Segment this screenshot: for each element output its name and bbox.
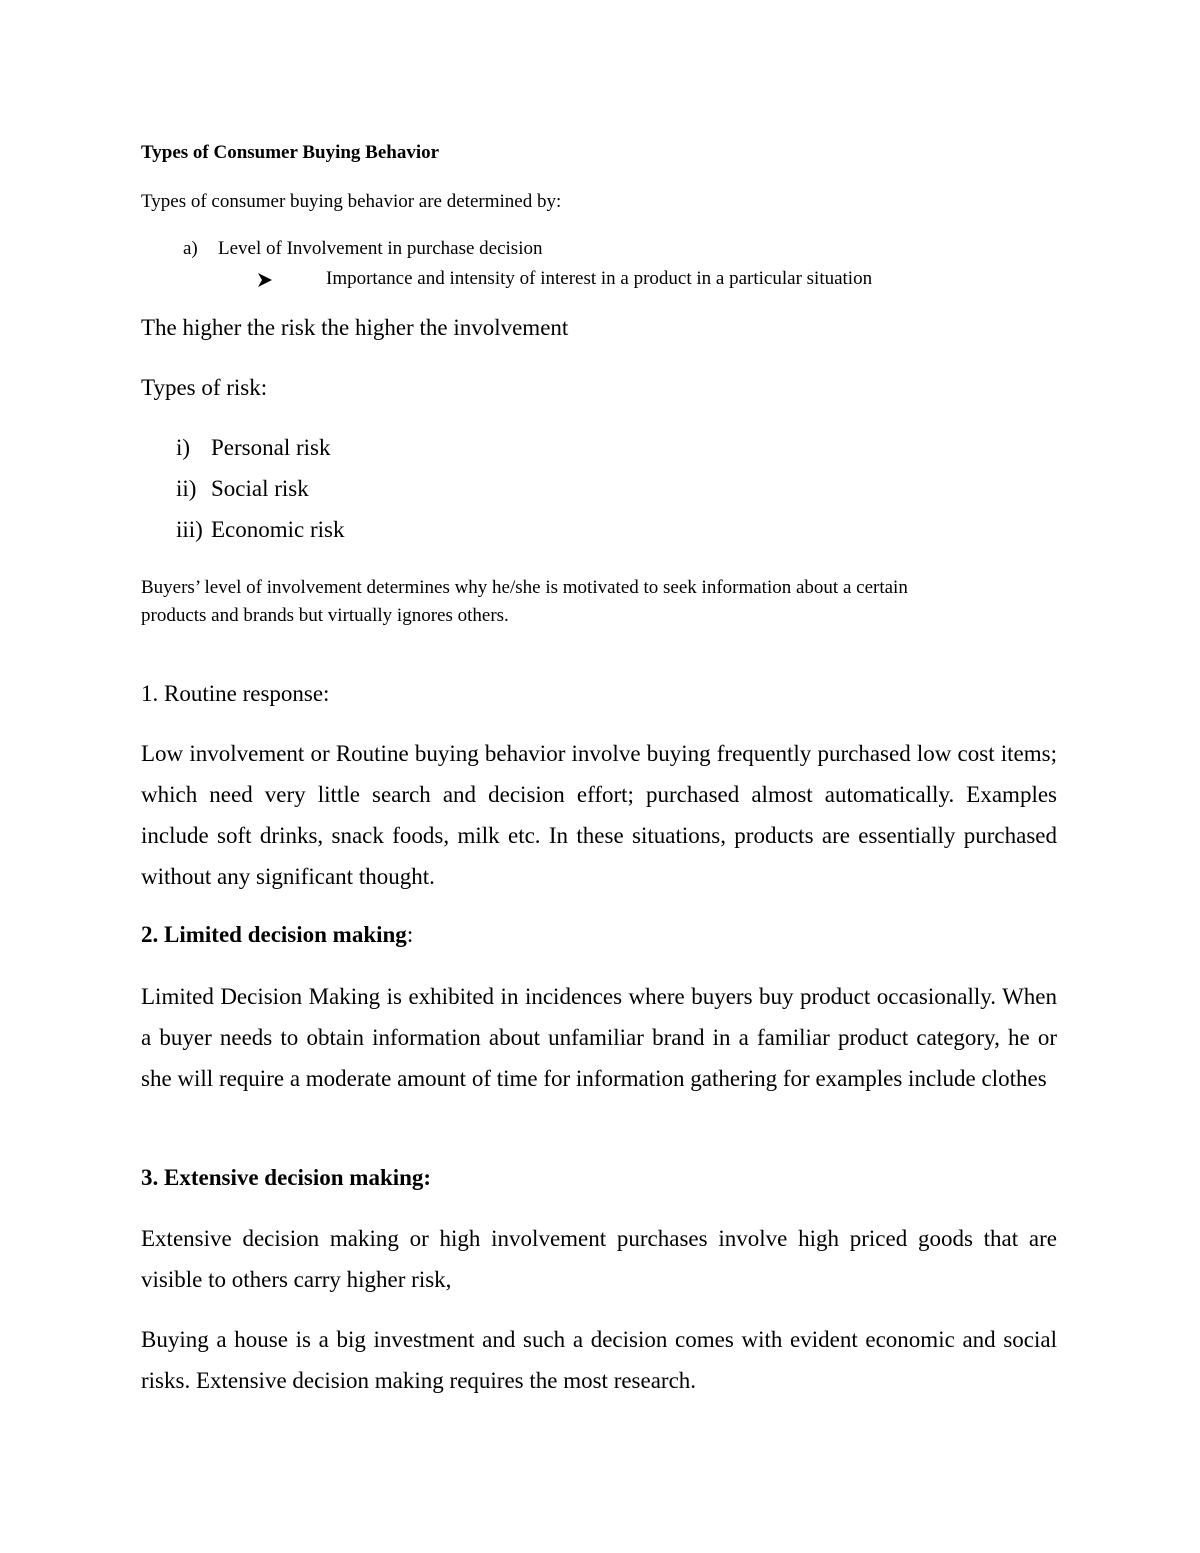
section-2-heading: 2. Limited decision making (141, 922, 407, 947)
arrowhead-bullet-icon (257, 272, 273, 288)
risk-statement: The higher the risk the higher the involvement (141, 315, 569, 340)
risk-types-heading: Types of risk: (141, 375, 268, 400)
list-item-a-text: Level of Involvement in purchase decision (218, 238, 543, 259)
section-1-heading: 1. Routine response: (141, 681, 330, 706)
list-marker-a: a) (183, 238, 198, 259)
risk-item-economic: Economic risk (211, 517, 345, 542)
risk-marker-1: i) (176, 435, 191, 460)
section-2-heading-colon: : (406, 922, 414, 947)
section-3-heading: 3. Extensive decision making: (141, 1165, 432, 1190)
section-1-body: Low involvement or Routine buying behavior involve buying frequently purchased low cost items; which need very little search and decision effort; purchased almost automatically. Examples include soft drinks, snack foods, milk etc. In these situations, products are essentially purchased without any significant thought. (141, 741, 1057, 889)
buyers-paragraph-line2: products and brands but virtually ignores others. (141, 605, 509, 626)
document-title: Types of Consumer Buying Behavior (141, 142, 440, 163)
risk-item-social: Social risk (211, 476, 309, 501)
risk-marker-3: iii) (176, 517, 203, 542)
sub-bullet-text: Importance and intensity of interest in a product in a particular situation (326, 268, 873, 289)
section-3-body: Extensive decision making or high involvement purchases involve high priced goods that are visible to others carry higher risk, (141, 1226, 1057, 1292)
buyers-paragraph-line1: Buyers’ level of involvement determines why he/she is motivated to seek information about a certain (141, 577, 908, 598)
section-2-body: Limited Decision Making is exhibited in incidences where buyers buy product occasionally. When a buyer needs to obtain information about unfamiliar brand in a familiar product category, he or she will require a moderate amount of time for information gathering for examples include clothes (141, 984, 1057, 1091)
intro-text: Types of consumer buying behavior are determined by: (141, 191, 562, 212)
risk-item-personal: Personal risk (211, 435, 331, 460)
section-2-heading-wrap (141, 922, 413, 948)
section-3-body-2: Buying a house is a big investment and such a decision comes with evident economic and social risks. Extensive decision making requires the most research. (141, 1327, 1057, 1393)
risk-marker-2: ii) (176, 476, 197, 501)
